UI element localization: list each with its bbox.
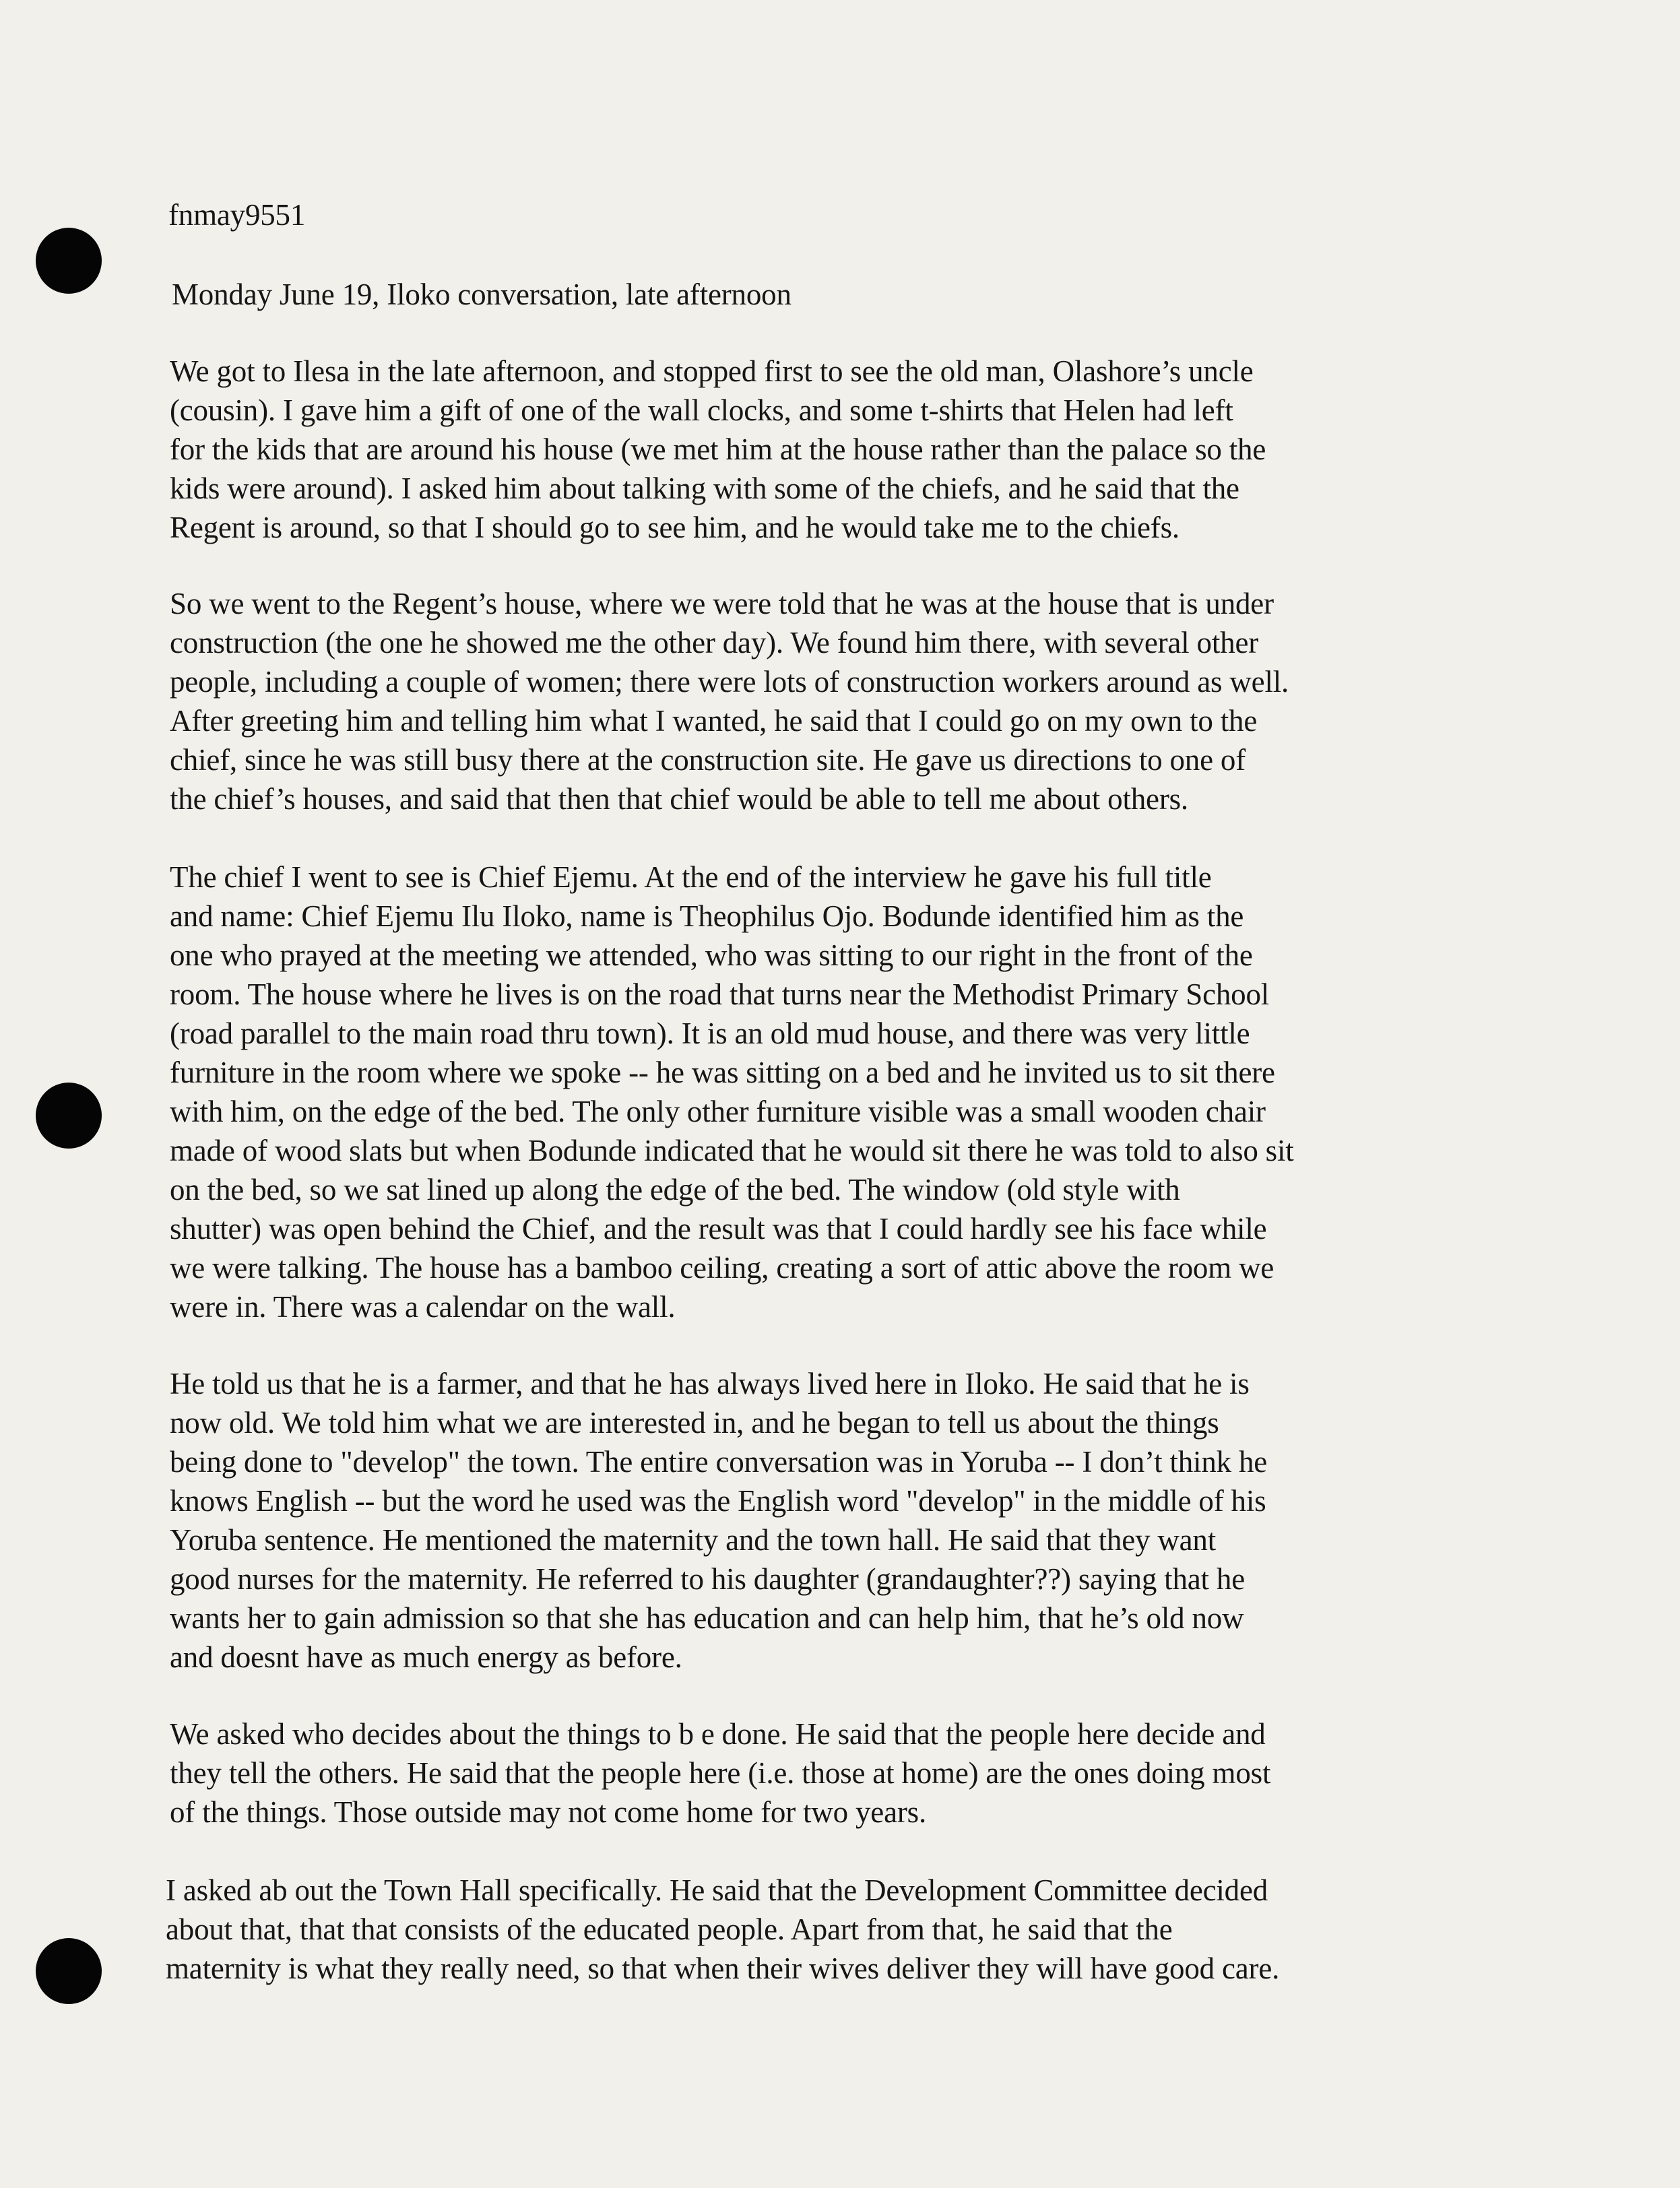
text-line: on the bed, so we sat lined up along the edge of the bed. The window (old style with xyxy=(170,1173,1180,1206)
text-line: We asked who decides about the things to b e done. He said that the people here decide and xyxy=(170,1717,1266,1751)
text-line: After greeting him and telling him what I wanted, he said that I could go on my own to the xyxy=(170,704,1258,738)
text-line: We got to Ilesa in the late afternoon, and stopped first to see the old man, Olashore’s uncle xyxy=(170,354,1254,388)
text-line: and name: Chief Ejemu Ilu Iloko, name is Theophilus Ojo. Bodunde identified him as the xyxy=(170,899,1244,933)
text-line: good nurses for the maternity. He referred to his daughter (grandaughter??) saying that he xyxy=(170,1562,1245,1596)
paragraph xyxy=(166,1871,1279,1988)
text-line: knows English -- but the word he used was the English word "develop" in the middle of his xyxy=(170,1484,1266,1518)
paragraph xyxy=(170,858,1294,1326)
text-line: Regent is around, so that I should go to see him, and he would take me to the chiefs. xyxy=(170,511,1180,544)
text-line: about that, that that consists of the educated people. Apart from that, he said that the xyxy=(166,1912,1173,1946)
text-line: So we went to the Regent’s house, where we were told that he was at the house that is under xyxy=(170,587,1274,620)
binder-hole xyxy=(36,228,102,294)
text-line: shutter) was open behind the Chief, and the result was that I could hardly see his face while xyxy=(170,1212,1267,1246)
text-line: furniture in the room where we spoke -- he was sitting on a bed and he invited us to sit there xyxy=(170,1056,1275,1089)
text-line: He told us that he is a farmer, and that he has always lived here in Iloko. He said that he is xyxy=(170,1367,1250,1401)
document-id: fnmay9551 xyxy=(168,198,306,232)
text-line: the chief’s houses, and said that then that chief would be able to tell me about others. xyxy=(170,782,1188,816)
text-line: we were talking. The house has a bamboo ceiling, creating a sort of attic above the room we xyxy=(170,1251,1274,1285)
document-heading: Monday June 19, Iloko conversation, late afternoon xyxy=(172,278,791,311)
text-line: maternity is what they really need, so that when their wives deliver they will have good care. xyxy=(166,1952,1280,1985)
text-line: wants her to gain admission so that she has education and can help him, that he’s old now xyxy=(170,1601,1244,1635)
text-line: of the things. Those outside may not come home for two years. xyxy=(170,1795,926,1829)
text-line: one who prayed at the meeting we attended, who was sitting to our right in the front of the xyxy=(170,938,1253,972)
paragraph xyxy=(170,584,1289,818)
text-line: for the kids that are around his house (we met him at the house rather than the palace so the xyxy=(170,432,1266,466)
text-line: chief, since he was still busy there at the construction site. He gave us directions to one of xyxy=(170,743,1246,777)
binder-hole xyxy=(36,1083,102,1149)
binder-hole xyxy=(36,1938,102,2004)
text-line: made of wood slats but when Bodunde indicated that he would sit there he was told to also sit xyxy=(170,1134,1294,1167)
text-line: and doesnt have as much energy as before. xyxy=(170,1640,682,1674)
text-line: (road parallel to the main road thru town). It is an old mud house, and there was very little xyxy=(170,1017,1250,1050)
paragraph xyxy=(170,352,1266,547)
text-line: room. The house where he lives is on the road that turns near the Methodist Primary School xyxy=(170,977,1270,1011)
text-line: now old. We told him what we are interested in, and he began to tell us about the things xyxy=(170,1406,1219,1440)
text-line: kids were around). I asked him about talking with some of the chiefs, and he said that the xyxy=(170,472,1239,505)
text-line: (cousin). I gave him a gift of one of the wall clocks, and some t-shirts that Helen had left xyxy=(170,393,1233,427)
text-line: being done to "develop" the town. The entire conversation was in Yoruba -- I don’t think he xyxy=(170,1445,1268,1479)
text-line: The chief I went to see is Chief Ejemu. At the end of the interview he gave his full title xyxy=(170,860,1212,894)
text-line: with him, on the edge of the bed. The only other furniture visible was a small wooden chair xyxy=(170,1095,1266,1128)
paragraph xyxy=(170,1364,1267,1677)
text-line: they tell the others. He said that the people here (i.e. those at home) are the ones doing most xyxy=(170,1756,1271,1790)
text-line: I asked ab out the Town Hall specifically. He said that the Development Committee decided xyxy=(166,1873,1268,1907)
paragraph xyxy=(170,1714,1270,1832)
document-body xyxy=(166,195,1516,1985)
text-line: Yoruba sentence. He mentioned the maternity and the town hall. He said that they want xyxy=(170,1523,1217,1557)
text-line: people, including a couple of women; there were lots of construction workers around as well. xyxy=(170,665,1289,699)
text-line: were in. There was a calendar on the wall. xyxy=(170,1290,676,1324)
text-line: construction (the one he showed me the other day). We found him there, with several other xyxy=(170,626,1258,659)
